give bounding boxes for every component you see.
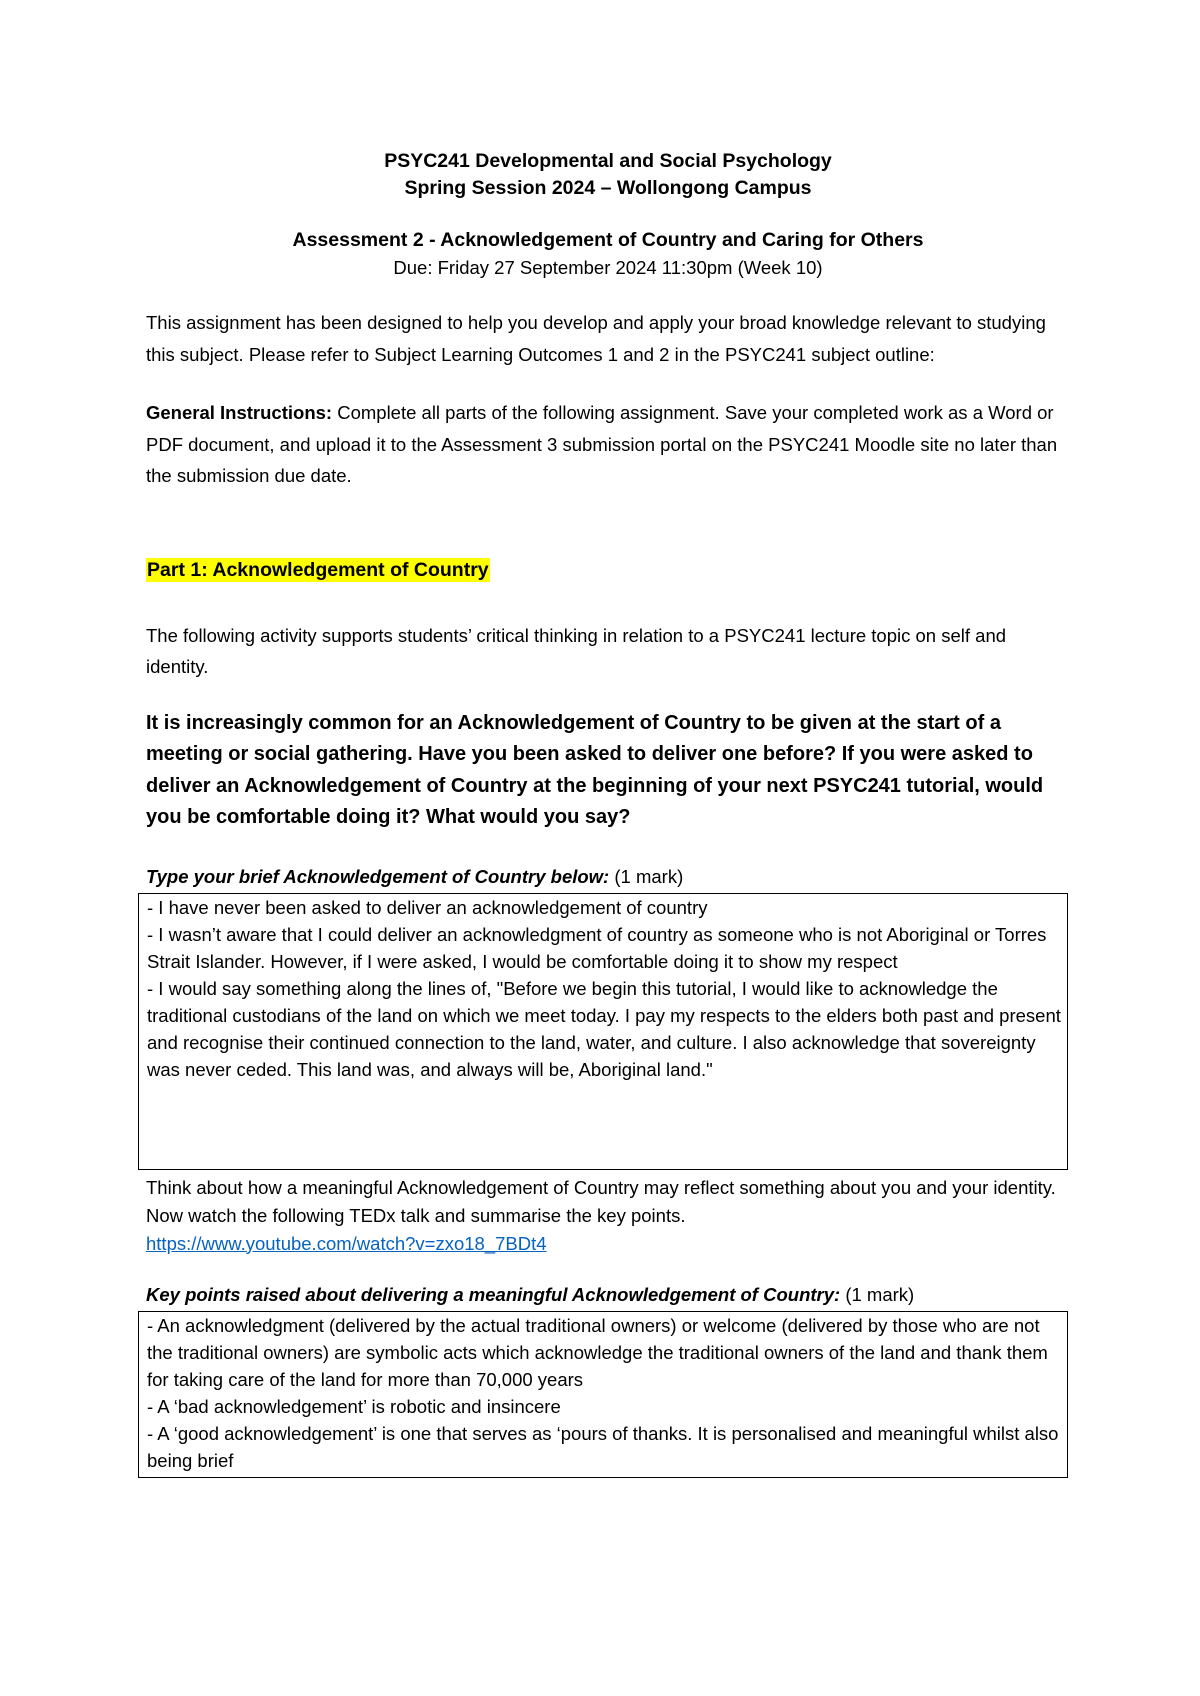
part1-heading-text: Part 1: Acknowledgement of Country <box>147 558 489 581</box>
think-text: Think about how a meaningful Acknowledgement of Country may reflect something about you and your identity. Now watch the following TEDx talk and summarise the key points. <box>146 1176 1056 1226</box>
general-instructions <box>146 397 1070 492</box>
general-instructions-text: Complete all parts of the following assignment. Save your completed work as a Word or PDF document, and upload it to the Assessment 3 submission portal on the PSYC241 Moodle site no later than the submission due date. <box>146 402 1058 486</box>
tedx-link[interactable]: https://www.youtube.com/watch?v=zxo18_7BDt4 <box>146 1232 547 1254</box>
prompt-acknowledgement-mark: (1 mark) <box>609 865 684 887</box>
course-title: PSYC241 Developmental and Social Psychology <box>384 150 832 172</box>
assessment-title: Assessment 2 - Acknowledgement of Country and Caring for Others <box>292 229 924 251</box>
answer-box-acknowledgement[interactable] <box>138 893 1068 1170</box>
prompt-key-points <box>146 1281 1070 1309</box>
answer-box-key-points[interactable] <box>138 1311 1068 1478</box>
part1-heading <box>146 556 1070 584</box>
document-page <box>146 148 1070 1478</box>
prompt-acknowledgement-lead: Type your brief Acknowledgement of Country below: <box>146 865 610 887</box>
due-date: Due: Friday 27 September 2024 11:30pm (Week 10) <box>393 257 823 278</box>
question-text: It is increasingly common for an Acknowledgement of Country to be given at the start of a meeting or social gathering. Have you been asked to deliver one before? If you were asked to deliver an Acknowledgement of Country at the beginning of your next PSYC241 tutorial, would you be comfortable doing it? What would you say? <box>146 711 1044 828</box>
session-line: Spring Session 2024 – Wollongong Campus <box>404 177 812 199</box>
intro-paragraph: This assignment has been designed to help you develop and apply your broad knowledge relevant to studying this subject. Please refer to Subject Learning Outcomes 1 and 2 in the PSYC241 subject outline: <box>146 312 1046 365</box>
answer-line: - A ‘good acknowledgement’ is one that serves as ‘pours of thanks. It is personalised and meaningful whilst also being brief <box>147 1422 1059 1471</box>
prompt-acknowledgement <box>146 863 1070 891</box>
think-paragraph <box>146 1174 1070 1258</box>
answer-line: - I would say something along the lines of, "Before we begin this tutorial, I would like to acknowledge the traditional custodians of the land on which we meet today. I pay my respects to the elders both past and present and recognise their continued connection to the land, water, and culture. I also acknowledge that sovereignty was never ceded. This land was, and always will be, Aboriginal land." <box>147 977 1061 1080</box>
prompt-key-points-mark: (1 mark) <box>840 1283 915 1305</box>
answer-line: - A ‘bad acknowledgement’ is robotic and insincere <box>147 1395 561 1417</box>
activity-description: The following activity supports students’ critical thinking in relation to a PSYC241 lecture topic on self and identity. <box>146 624 1007 677</box>
answer-line: - I have never been asked to deliver an acknowledgement of country <box>147 896 708 918</box>
general-instructions-label: General Instructions: <box>146 402 333 423</box>
answer-line: - I wasn’t aware that I could deliver an acknowledgment of country as someone who is not Aboriginal or Torres Strait Islander. However, if I were asked, I would be comfortable doing it to show my respect <box>147 923 1047 972</box>
answer-line: - An acknowledgment (delivered by the actual traditional owners) or welcome (delivered by those who are not the traditional owners) are symbolic acts which acknowledge the traditional owners of the land and thank them for taking care of the land for more than 70,000 years <box>147 1314 1048 1390</box>
prompt-key-points-lead: Key points raised about delivering a meaningful Acknowledgement of Country: <box>146 1283 841 1305</box>
